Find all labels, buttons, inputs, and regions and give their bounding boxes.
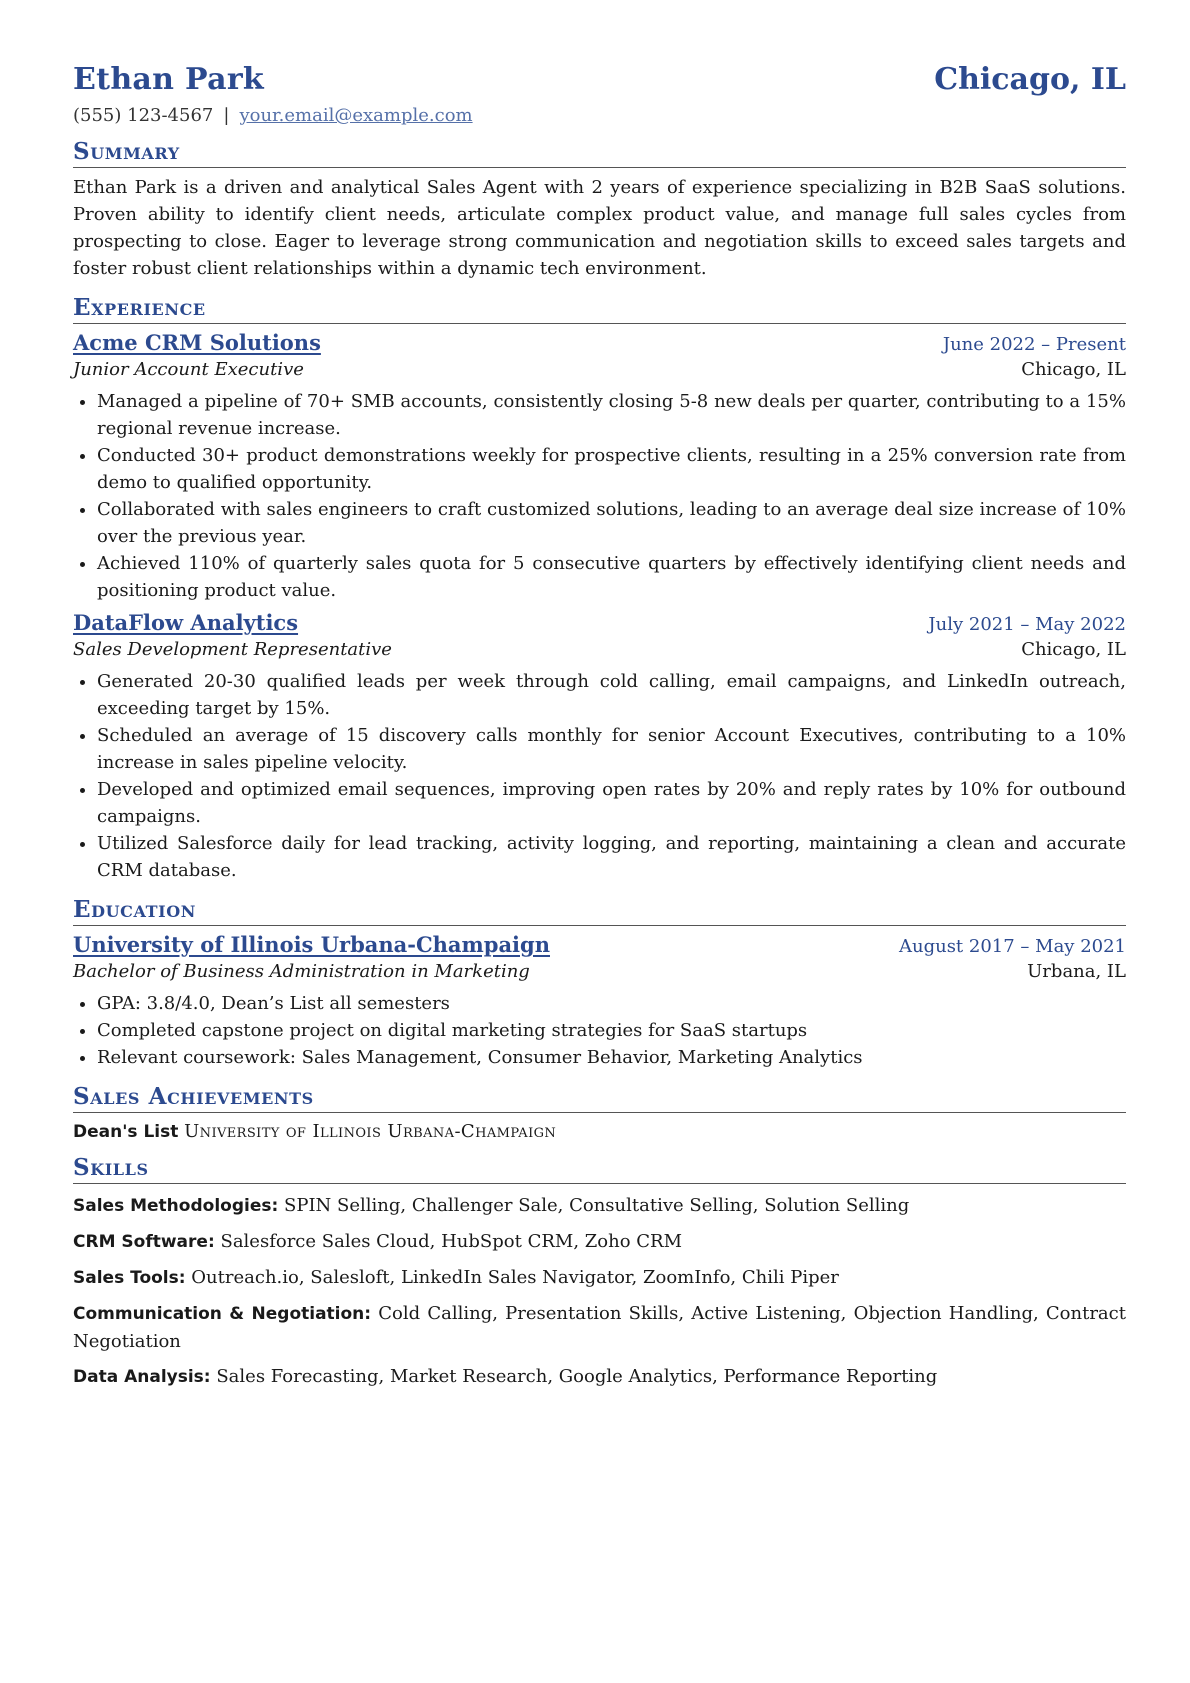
resume-page bbox=[73, 62, 1126, 1391]
education-bullet: • Relevant coursework: Sales Management, Consumer Behavior, Marketing Analytics bbox=[97, 1044, 1126, 1071]
company-name[interactable]: DataFlow Analytics bbox=[73, 610, 299, 635]
job-bullet: • Utilized Salesforce daily for lead tracking, activity logging, and reporting, maintaining a clean and accurate CRM database. bbox=[97, 830, 1126, 884]
skill-label: Sales Methodologies: bbox=[73, 1196, 279, 1216]
job-bullets bbox=[73, 668, 1126, 884]
summary-section bbox=[73, 138, 1126, 282]
education-section bbox=[73, 896, 1126, 1071]
skills-section bbox=[73, 1154, 1126, 1391]
email-link[interactable]: your.email@example.com bbox=[239, 105, 473, 126]
education-entry bbox=[73, 932, 1126, 1071]
achievement-item bbox=[73, 1121, 1126, 1142]
job-entry bbox=[73, 330, 1126, 604]
job-bullet: • Generated 20-30 qualified leads per week through cold calling, email campaigns, and LinkedIn outreach, exceeding target by 15%. bbox=[97, 668, 1126, 722]
job-bullet: • Achieved 110% of quarterly sales quota for 5 consecutive quarters by effectively identifying client needs and positioning product value. bbox=[97, 550, 1126, 604]
skill-value: Salesforce Sales Cloud, HubSpot CRM, Zoho CRM bbox=[220, 1231, 683, 1252]
candidate-location: Chicago, IL bbox=[934, 62, 1126, 97]
skill-label: Data Analysis: bbox=[73, 1367, 211, 1387]
skill-line bbox=[73, 1192, 1126, 1220]
section-title-achievements: Sales Achievements bbox=[73, 1083, 1126, 1113]
achievements-section bbox=[73, 1083, 1126, 1142]
job-dates: June 2022 – Present bbox=[942, 334, 1126, 355]
education-bullets bbox=[73, 990, 1126, 1071]
job-bullet: • Developed and optimized email sequences, improving open rates by 20% and reply rates by 10% for outbound campaigns. bbox=[97, 776, 1126, 830]
summary-text: Ethan Park is a driven and analytical Sales Agent with 2 years of experience specializing in B2B SaaS solutions. Proven ability to identify client needs, articulate complex product value, and manage full sales cycles from prospecting to close. Eager to leverage strong communication and negotiation skills to exceed sales targets and foster robust client relationships within a dynamic tech environment. bbox=[73, 177, 1126, 279]
job-dates: July 2021 – May 2022 bbox=[928, 614, 1126, 635]
job-bullet: • Scheduled an average of 15 discovery calls monthly for senior Account Executives, contributing to a 10% increase in sales pipeline velocity. bbox=[97, 722, 1126, 776]
job-bullet: • Collaborated with sales engineers to craft customized solutions, leading to an average deal size increase of 10% over the previous year. bbox=[97, 496, 1126, 550]
job-bullet: • Managed a pipeline of 70+ SMB accounts, consistently closing 5-8 new deals per quarter, contributing to a 15% regional revenue increase. bbox=[97, 388, 1126, 442]
job-location: Chicago, IL bbox=[1021, 639, 1126, 660]
section-title-summary: Summary bbox=[73, 138, 1126, 168]
job-bullets bbox=[73, 388, 1126, 604]
school-name[interactable]: University of Illinois Urbana-Champaign bbox=[73, 932, 550, 957]
experience-section bbox=[73, 294, 1126, 884]
section-title-skills: Skills bbox=[73, 1154, 1126, 1184]
contact-line bbox=[73, 105, 1126, 126]
skill-label: CRM Software: bbox=[73, 1232, 215, 1252]
skill-value: Outreach.io, Salesloft, LinkedIn Sales Navigator, ZoomInfo, Chili Piper bbox=[191, 1267, 839, 1288]
degree-name: Bachelor of Business Administration in Marketing bbox=[73, 961, 530, 982]
skill-value: Cold Calling, Presentation Skills, Active Listening, Objection Handling, Contract Negotiation bbox=[73, 1303, 1126, 1352]
phone-number: (555) 123-4567 bbox=[73, 105, 214, 126]
education-bullet: • GPA: 3.8/4.0, Dean’s List all semesters bbox=[97, 990, 1126, 1017]
job-location: Chicago, IL bbox=[1021, 359, 1126, 380]
skill-line bbox=[73, 1264, 1126, 1292]
achievement-label: Dean's List bbox=[73, 1122, 179, 1142]
skill-line bbox=[73, 1228, 1126, 1256]
section-title-education: Education bbox=[73, 896, 1126, 926]
education-dates: August 2017 – May 2021 bbox=[898, 936, 1126, 957]
company-name[interactable]: Acme CRM Solutions bbox=[73, 330, 321, 355]
skill-line bbox=[73, 1363, 1126, 1391]
education-bullet: • Completed capstone project on digital marketing strategies for SaaS startups bbox=[97, 1017, 1126, 1044]
job-entry bbox=[73, 610, 1126, 884]
job-title: Sales Development Representative bbox=[73, 639, 392, 660]
skill-line bbox=[73, 1300, 1126, 1355]
section-title-experience: Experience bbox=[73, 294, 1126, 324]
job-title: Junior Account Executive bbox=[73, 359, 304, 380]
skill-label: Sales Tools: bbox=[73, 1268, 186, 1288]
skill-value: SPIN Selling, Challenger Sale, Consultative Selling, Solution Selling bbox=[284, 1195, 910, 1216]
skill-label: Communication & Negotiation: bbox=[73, 1304, 372, 1324]
skill-value: Sales Forecasting, Market Research, Google Analytics, Performance Reporting bbox=[216, 1366, 938, 1387]
contact-separator: | bbox=[223, 105, 230, 126]
achievement-detail: University of Illinois Urbana-Champaign bbox=[184, 1121, 557, 1142]
job-bullet: • Conducted 30+ product demonstrations weekly for prospective clients, resulting in a 25% conversion rate from demo to qualified opportunity. bbox=[97, 442, 1126, 496]
candidate-name: Ethan Park bbox=[73, 62, 265, 97]
education-location: Urbana, IL bbox=[1027, 961, 1126, 982]
resume-header bbox=[73, 62, 1126, 97]
